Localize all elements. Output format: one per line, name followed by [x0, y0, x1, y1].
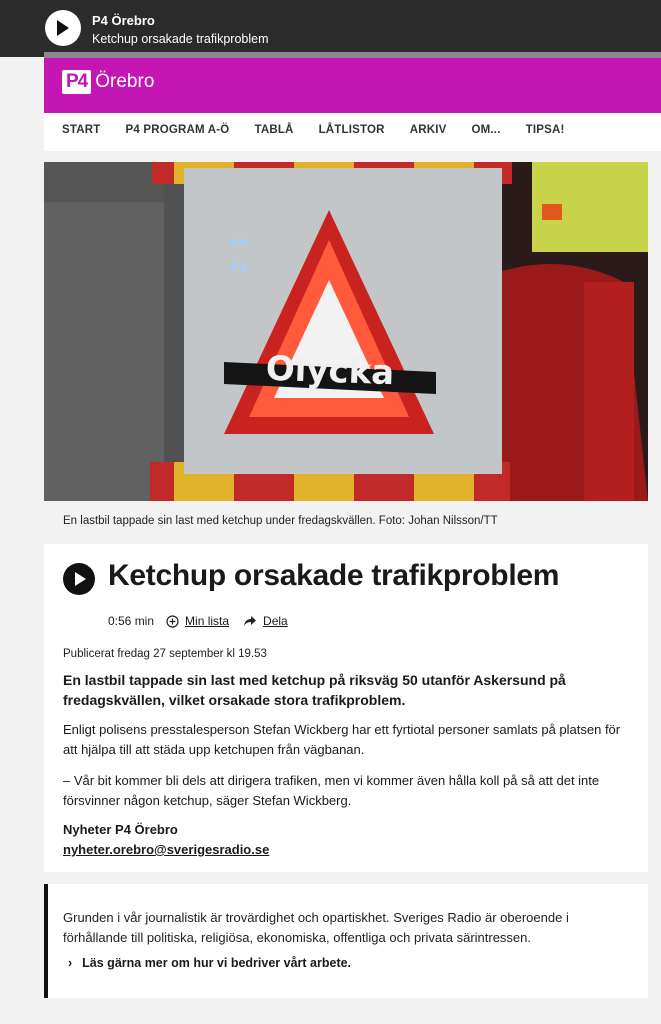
- channel-nav: [44, 113, 661, 151]
- audio-duration: 0:56 min: [108, 614, 155, 628]
- trust-notice: [44, 884, 648, 998]
- play-icon: [74, 571, 87, 587]
- publish-date: Publicerat fredag 27 september kl 19.53: [63, 648, 267, 660]
- signature-email-link[interactable]: nyheter.orebro@sverigesradio.se: [63, 842, 270, 857]
- player-bar: [0, 0, 661, 57]
- accident-sign-photo: [44, 162, 648, 501]
- player-play-button[interactable]: [45, 10, 81, 46]
- trust-text: Grunden i vår journalistik är trovärdighet och opartiskhet. Sveriges Radio är oberoende i förhållande till politiska, religiösa, ekonomiska, offentliga och privata särintressen.: [63, 910, 569, 945]
- trust-read-more-link[interactable]: [68, 956, 351, 970]
- article-play-button[interactable]: [63, 563, 95, 595]
- share-button[interactable]: [243, 614, 288, 628]
- article: [44, 544, 648, 872]
- article-title: Ketchup orsakade trafikproblem: [108, 559, 560, 592]
- article-paragraph: – Vår bit kommer bli dels att dirigera trafiken, men vi kommer även hålla koll på så att det inte försvinner någon ketchup, säger Stefan Wickberg.: [63, 773, 600, 808]
- my-list-button[interactable]: [166, 614, 229, 628]
- article-paragraph: Enligt polisens presstalesperson Stefan Wickberg har ett fyrtiotal personer samlats på platsen för att hjälpa till att städa upp ketchupen från vägbanan.: [63, 722, 621, 757]
- nav-item-latlistor[interactable]: LÅTLISTOR: [318, 124, 385, 136]
- article-image: [44, 162, 648, 501]
- trust-link-label: Läs gärna mer om hur vi bedriver vårt arbete.: [82, 956, 352, 970]
- player-channel: P4 Örebro: [92, 13, 155, 28]
- nav-item-tipsa[interactable]: TIPSA!: [525, 124, 565, 136]
- add-circle-icon: [166, 615, 179, 628]
- play-icon: [56, 19, 70, 37]
- image-caption: En lastbil tappade sin last med ketchup under fredagskvällen. Foto: Johan Nilsson/TT: [63, 515, 498, 527]
- logo-p4: P4: [62, 70, 91, 94]
- my-list-label: Min lista: [185, 614, 230, 628]
- nav-item-start[interactable]: START: [62, 124, 101, 136]
- sign-text: Olycka: [265, 348, 395, 394]
- article-lead: En lastbil tappade sin last med ketchup på riksväg 50 utanför Askersund på fredagskvällen, vilket orsakade stora trafikproblem.: [63, 672, 566, 708]
- nav-item-tabla[interactable]: TABLÅ: [254, 124, 294, 136]
- chevron-right-icon: ›: [68, 956, 73, 970]
- logo-city: Örebro: [95, 71, 155, 92]
- channel-header: [44, 58, 661, 113]
- p4-orebro-logo[interactable]: [62, 70, 154, 96]
- share-label: Dela: [263, 614, 288, 628]
- article-meta: [108, 614, 302, 628]
- nav-item-om[interactable]: OM...: [471, 124, 501, 136]
- player-episode-title[interactable]: Ketchup orsakade trafikproblem: [92, 32, 269, 46]
- signature-name: Nyheter P4 Örebro: [63, 822, 178, 837]
- nav-item-arkiv[interactable]: ARKIV: [409, 124, 447, 136]
- share-arrow-icon: [243, 615, 257, 627]
- nav-item-p4-program[interactable]: P4 PROGRAM A-Ö: [125, 124, 230, 136]
